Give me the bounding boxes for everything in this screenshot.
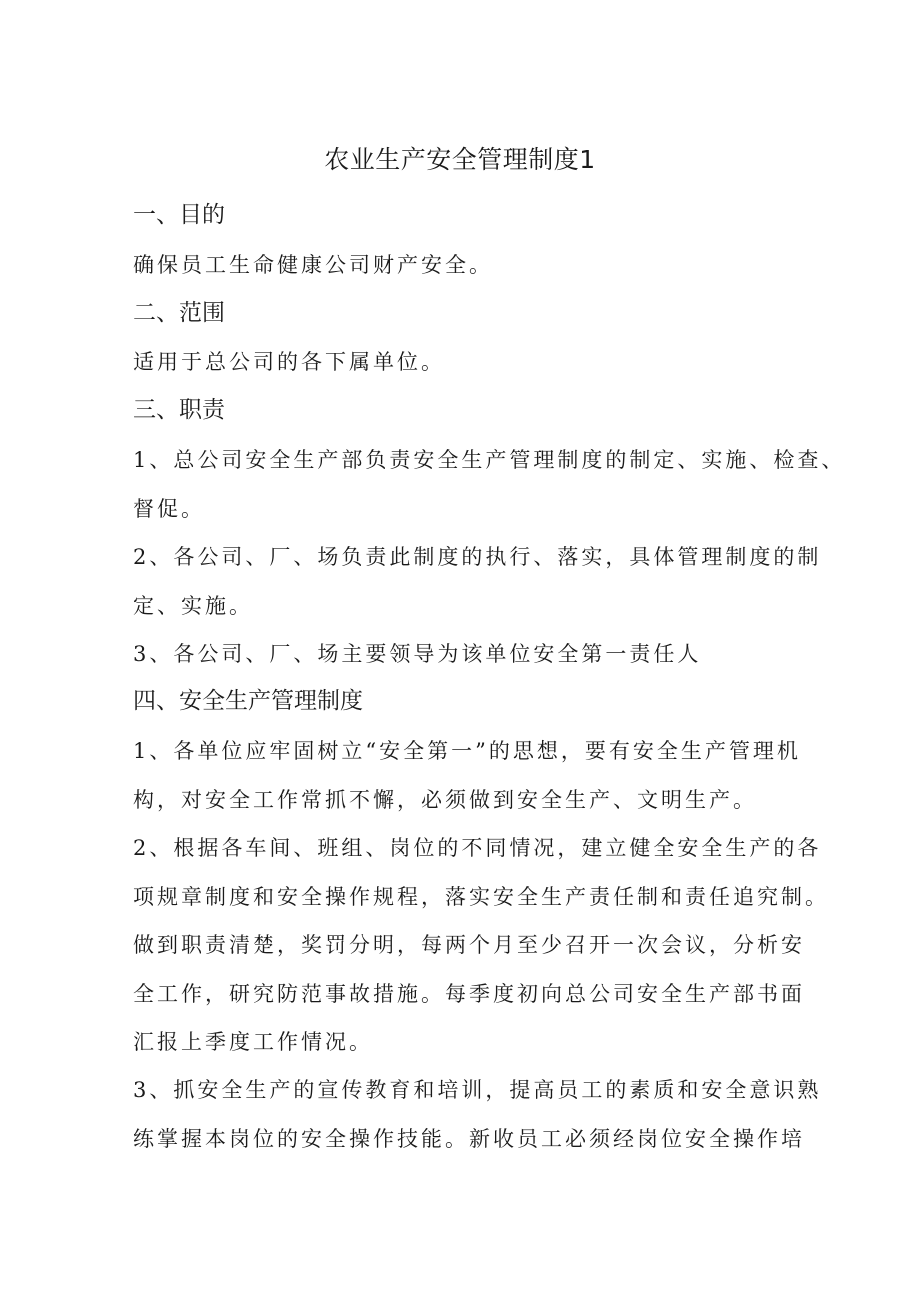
text-line: 汇报上季度工作情况。 [133, 1030, 373, 1054]
text-line: 3、抓安全生产的宣传教育和培训，提高员工的素质和安全意识熟 [133, 1078, 822, 1102]
rule-item-3 [133, 1066, 822, 1163]
rule-item-1 [133, 727, 813, 824]
text-line: 2、根据各车间、班组、岗位的不同情况，建立健全安全生产的各 [133, 836, 822, 860]
text-line: 项规章制度和安全操作规程，落实安全生产责任制和责任追究制。 [133, 884, 829, 909]
text-line: 确保员工生命健康公司财产安全。 [133, 253, 493, 277]
section-heading-safety-rules: 四、安全生产管理制度 [133, 688, 363, 714]
text-line: 2、各公司、厂、场负责此制度的执行、落实，具体管理制度的制 [133, 545, 822, 569]
text-line: 全工作，研究防范事故措施。每季度初向总公司安全生产部书面 [133, 981, 805, 1006]
paragraph-purpose [133, 241, 813, 290]
paragraph-scope [133, 338, 813, 387]
section-heading-responsibilities: 三、职责 [133, 397, 225, 423]
text-line: 督促。 [133, 496, 205, 521]
section-heading-purpose: 一、目的 [133, 202, 225, 228]
rule-item-2 [133, 824, 829, 1067]
text-line: 适用于总公司的各下属单位。 [133, 350, 445, 374]
responsibility-item-1 [133, 436, 846, 533]
responsibility-item-2 [133, 533, 822, 630]
text-line: 3、各公司、厂、场主要领导为该单位安全第一责任人 [133, 642, 702, 666]
section-heading-scope: 二、范围 [133, 300, 225, 326]
text-line: 练掌握本岗位的安全操作技能。新收员工必须经岗位安全操作培 [133, 1126, 805, 1151]
responsibility-item-3 [133, 630, 813, 679]
text-line: 做到职责清楚，奖罚分明，每两个月至少召开一次会议，分析安 [133, 933, 805, 957]
text-line: 1、总公司安全生产部负责安全生产管理制度的制定、实施、检查、 [133, 448, 846, 472]
text-line: 定、实施。 [133, 593, 253, 618]
text-line: 构，对安全工作常抓不懈，必须做到安全生产、文明生产。 [133, 787, 757, 812]
text-line: 1、各单位应牢固树立“安全第一”的思想，要有安全生产管理机 [133, 739, 801, 763]
document-title: 农业生产安全管理制度1 [324, 145, 596, 174]
